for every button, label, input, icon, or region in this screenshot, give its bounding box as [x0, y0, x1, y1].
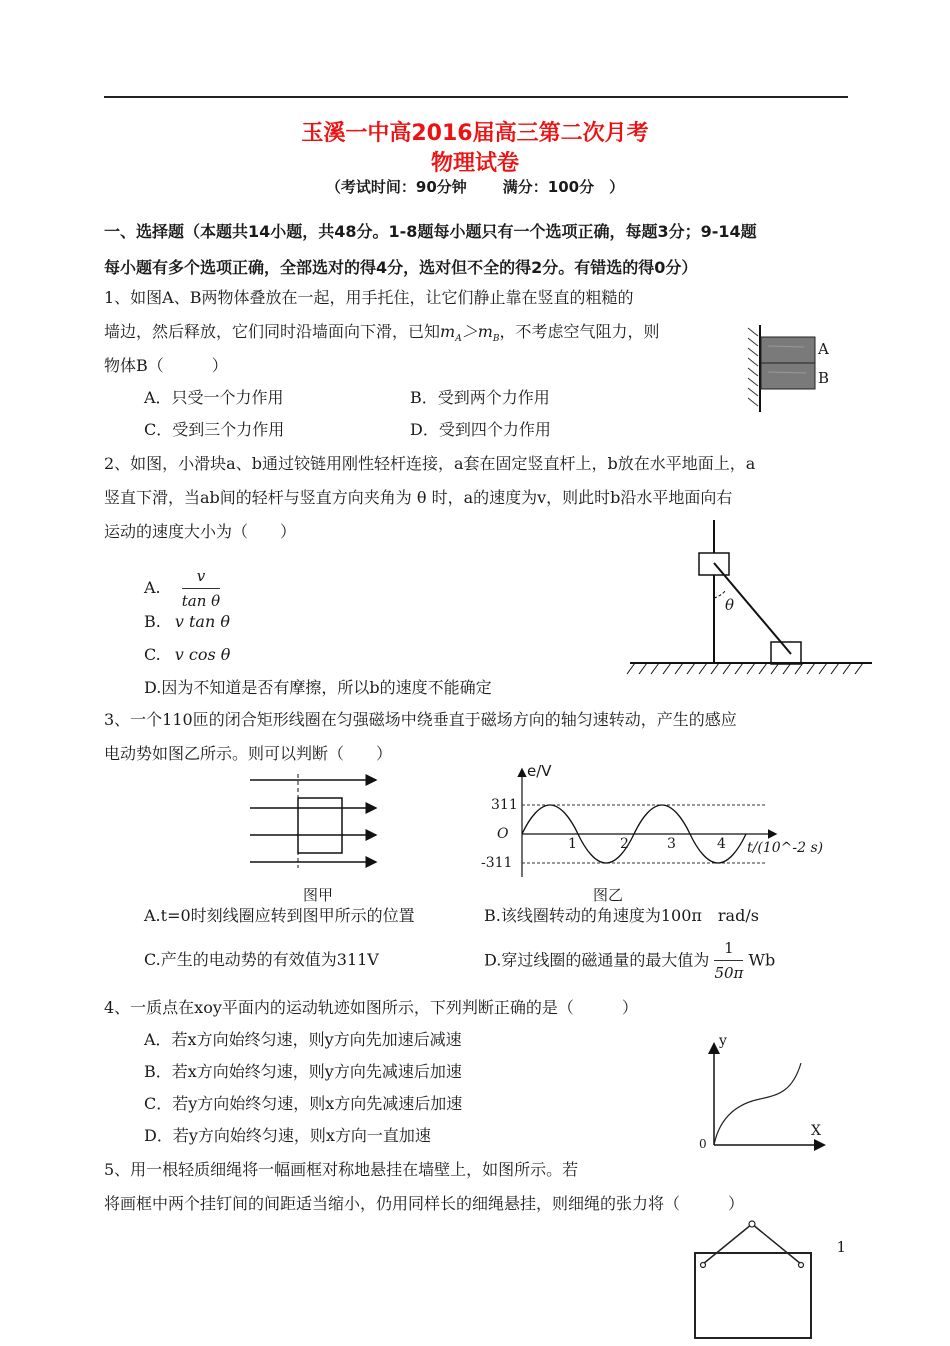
q1-line3: 物体B（ ） — [104, 356, 228, 375]
q3-option-b[interactable]: B.该线圈转动的角速度为100π rad/s — [484, 906, 759, 925]
sliding-rod-diagram — [625, 520, 875, 680]
chart-xtick-4: 4 — [717, 836, 726, 852]
x-axis-label: X — [811, 1123, 821, 1139]
exam-title: 玉溪一中高2016届高三第二次月考 — [301, 121, 649, 146]
figure-yi-emf-chart — [475, 762, 825, 882]
hanging-frame-diagram — [690, 1218, 830, 1342]
q2-rod-figure — [625, 520, 875, 680]
header-rule — [104, 96, 848, 98]
chart-xtick-3: 3 — [667, 836, 676, 852]
caption-yi: 图乙 — [592, 886, 623, 904]
q2-line2: 竖直下滑，当ab间的轻杆与竖直方向夹角为 θ 时，a的速度为v，则此时b沿水平地面向右 — [104, 488, 733, 507]
q3-option-d[interactable]: D.穿过线圈的磁通量的最大值为 $\frac{1}{50\pi}$ Wb — [484, 939, 776, 982]
q4-option-c[interactable]: C．若y方向始终匀速，则x方向先减速后加速 — [144, 1094, 463, 1113]
q2-line1: 2、如图，小滑块a、b通过铰链用刚性轻杆连接，a套在固定竖直杆上，b放在水平地面上，a — [104, 454, 756, 473]
q3-option-a[interactable]: A.t=0时刻线圈应转到图甲所示的位置 — [144, 906, 415, 925]
q3-line2: 电动势如图乙所示。则可以判断（ ） — [104, 744, 393, 763]
full-score: 满分：100分 ） — [502, 178, 625, 196]
q5-line2: 将画框中两个挂钉间的间距适当缩小，仍用同样长的细绳悬挂，则细绳的张力将（ ） — [104, 1194, 745, 1213]
chart-xtick-1: 1 — [568, 836, 577, 852]
theta-label: θ — [725, 596, 735, 614]
q4-trajectory-figure — [695, 1035, 835, 1155]
q1-option-d[interactable]: D．受到四个力作用 — [410, 420, 551, 439]
q2-option-a[interactable]: A. $\frac{v}{\text{tan θ}}$ — [144, 567, 221, 610]
caption-jia: 图甲 — [302, 886, 333, 904]
q2-option-d[interactable]: D.因为不知道是否有摩擦，所以b的速度不能确定 — [144, 678, 492, 697]
exam-info — [0, 176, 950, 197]
q1-option-a[interactable]: A．只受一个力作用 — [144, 388, 284, 407]
q1-option-b[interactable]: B．受到两个力作用 — [410, 388, 550, 407]
q4-option-b[interactable]: B．若x方向始终匀速，则y方向先减速后加速 — [144, 1062, 462, 1081]
origin-label: 0 — [699, 1137, 707, 1151]
q2-option-b[interactable]: B. v tan θ — [144, 612, 230, 631]
q2-option-c[interactable]: C. v cos θ — [144, 645, 231, 664]
mass-relation: $m_A>m_B$ — [440, 322, 500, 345]
q2-line3: 运动的速度大小为（ ） — [104, 522, 297, 541]
section-heading-line1: 一、选择题（本题共14小题，共48分。1-8题每小题只有一个选项正确，每题3分；9-14题 — [104, 222, 757, 241]
q1-blocks-figure — [744, 320, 844, 415]
exam-subject: 物理试卷 — [430, 151, 519, 176]
q1-option-c[interactable]: C．受到三个力作用 — [144, 420, 285, 439]
q4-option-a[interactable]: A．若x方向始终匀速，则y方向先加速后减速 — [144, 1030, 462, 1049]
block-b-label: B — [818, 369, 830, 387]
q3-line1: 3、一个110匝的闭合矩形线圈在匀强磁场中绕垂直于磁场方向的轴匀速转动，产生的感应 — [104, 710, 737, 729]
q1-line2: 墙边，然后释放，它们同时沿墙面向下滑，已知$m_A>m_B$，不考虑空气阻力，则 — [104, 322, 660, 345]
q5-picture-frame-figure — [690, 1218, 830, 1342]
chart-xlabel: t/(10^-2 s) — [747, 840, 824, 856]
chart-ylabel: e/V — [527, 762, 552, 780]
q3-option-c[interactable]: C.产生的电动势的有效值为311V — [144, 950, 379, 969]
figure-jia-magnetic-field — [248, 768, 388, 868]
wall-blocks-diagram — [744, 320, 844, 415]
page-number: 1 — [836, 1238, 846, 1256]
sine-wave-chart — [475, 762, 825, 882]
fraction-1-over-50pi: $\frac{1}{50\pi}$ — [714, 939, 744, 982]
fraction-v-over-tan: $\frac{v}{\text{tan θ}}$ — [181, 567, 221, 610]
chart-ytick-311: 311 — [491, 797, 518, 813]
y-axis-label: y — [719, 1033, 727, 1049]
chart-ytick-neg311: -311 — [481, 855, 513, 871]
q5-line1: 5、用一根轻质细绳将一幅画框对称地悬挂在墙壁上，如图所示。若 — [104, 1160, 579, 1179]
chart-xtick-2: 2 — [620, 836, 629, 852]
q4-option-d[interactable]: D．若y方向始终匀速，则x方向一直加速 — [144, 1126, 431, 1145]
chart-origin: O — [497, 826, 509, 842]
q4-line1: 4、一质点在xoy平面内的运动轨迹如图所示，下列判断正确的是（ ） — [104, 998, 638, 1017]
section-heading-line2: 每小题有多个选项正确，全部选对的得4分，选对但不全的得2分。有错选的得0分） — [104, 258, 698, 277]
q1-line1: 1、如图A、B两物体叠放在一起，用手托住，让它们静止靠在竖直的粗糙的 — [104, 288, 634, 307]
exam-time: （考试时间：90分钟 — [325, 178, 467, 196]
coil-in-field-diagram — [248, 768, 388, 868]
block-a-label: A — [818, 340, 829, 358]
